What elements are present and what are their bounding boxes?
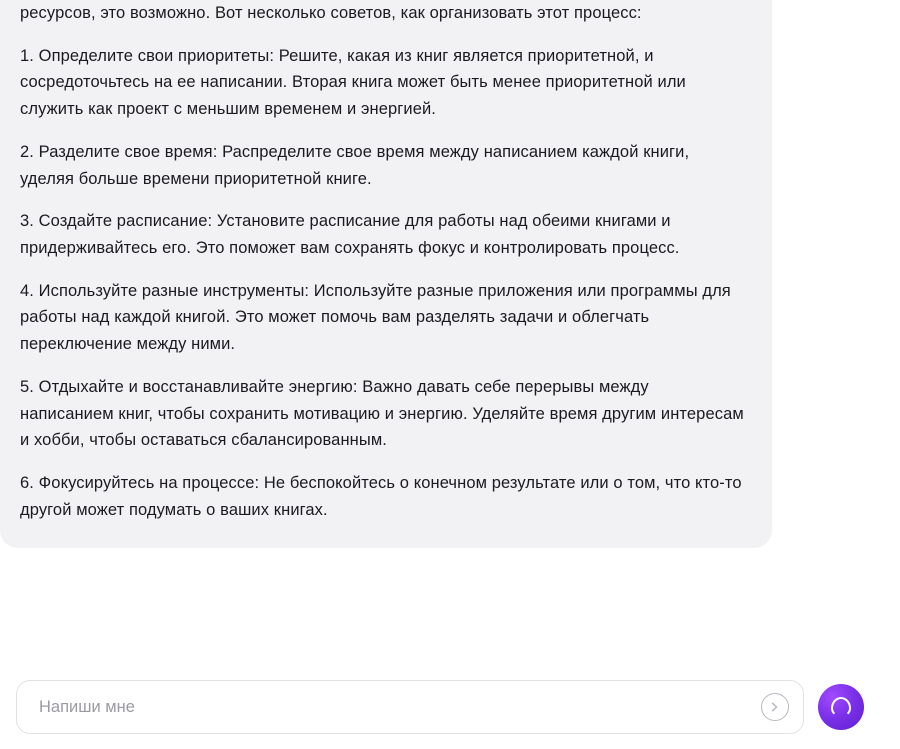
message-paragraph: 2. Разделите свое время: Распределите свое время между написанием каждой книги, уделяя больше времени приоритетной книге.: [20, 142, 690, 188]
message-input[interactable]: [17, 681, 803, 733]
message-paragraph: 4. Используйте разные инструменты: Используйте разные приложения или программы для работы над каждой книгой. Это может помочь вам разделять задачи и облегчать переключение между ними.: [20, 281, 731, 354]
message-composer[interactable]: [16, 680, 804, 734]
send-button[interactable]: [761, 693, 789, 721]
composer-row: [16, 679, 884, 735]
message-paragraph: 3. Создайте расписание: Установите расписание для работы над обеими книгами и придерживайтесь его. Это поможет вам сохранять фокус и контролировать процесс.: [20, 212, 680, 258]
assistant-orb-button[interactable]: [818, 684, 864, 730]
message-paragraph: 5. Отдыхайте и восстанавливайте энергию: Важно давать себе перерывы между написанием книг, чтобы сохранить мотивацию и энергию. Уделяйте время другим интересам и хобби, чтобы оставаться сбалансированным.: [20, 377, 744, 450]
assistant-orb-icon: [831, 697, 851, 717]
message-paragraph: ресурсов, это возможно. Вот несколько советов, как организовать этот процесс:: [20, 4, 642, 22]
message-paragraph: 6. Фокусируйтесь на процессе: Не беспокойтесь о конечном результате или о том, что кто-то другой может подумать о ваших книгах.: [20, 474, 742, 519]
send-arrow-icon: [768, 700, 782, 714]
message-paragraph: 1. Определите свои приоритеты: Решите, какая из книг является приоритетной, и сосредоточьтесь на ее написании. Вторая книга может быть менее приоритетной или служить как проект с меньшим временем и энергией.: [20, 46, 686, 119]
